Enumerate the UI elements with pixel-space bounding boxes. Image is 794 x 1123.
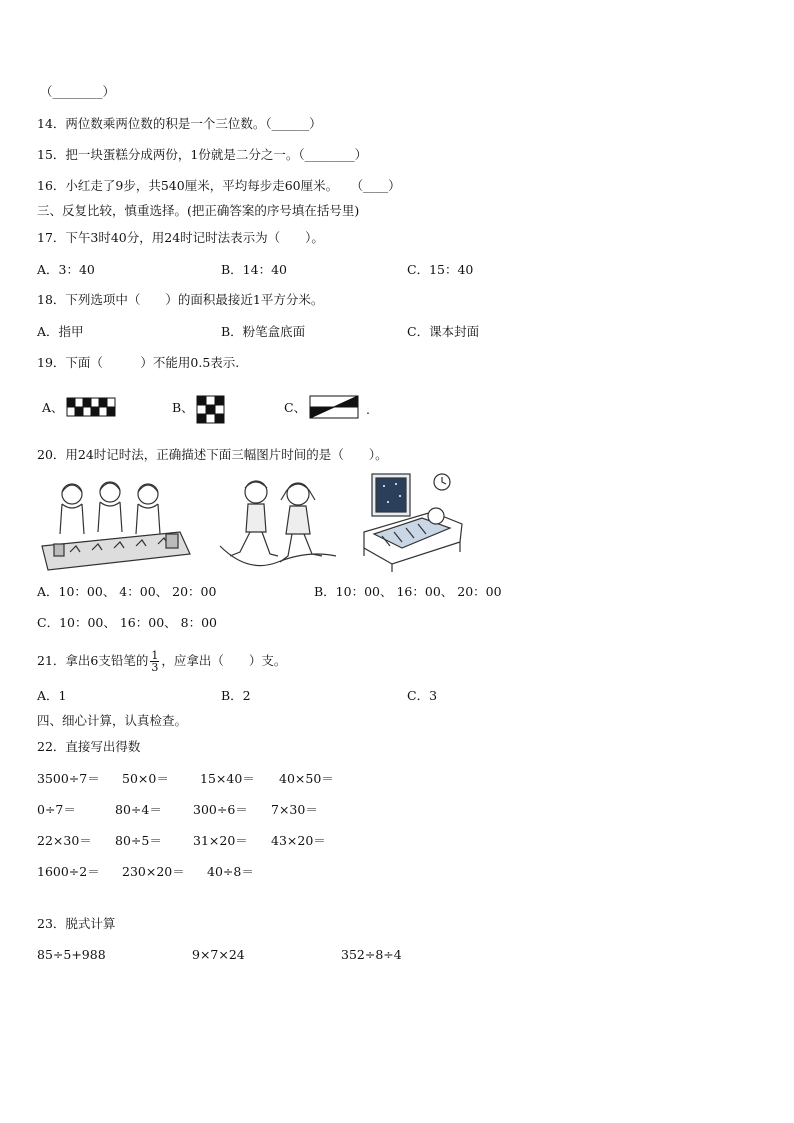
q19-option-a-label: A、 (42, 400, 64, 415)
calc-item: 40÷8＝ (207, 864, 254, 879)
section-4-heading: 四、细心计算，认真检查。 (37, 713, 188, 728)
q19-option-c-label: C、 (284, 400, 307, 415)
question-15: 15．把一块蛋糕分成两份，1份就是二分之一。（________） (37, 147, 368, 162)
q21-fraction-denominator: 3 (151, 661, 159, 674)
question-17: 17．下午3时40分，用24时记时法表示为（ ）。 (37, 230, 324, 245)
calc-item: 15×40＝ (200, 771, 255, 786)
q20-option-a: A．10：00、 4：00、 20：00 (37, 584, 217, 599)
question-16: 16．小红走了9步，共540厘米，平均每步走60厘米。 （____） (37, 178, 401, 193)
q19-option-b-label: B、 (172, 400, 194, 415)
question-14: 14．两位数乘两位数的积是一个三位数。（______） (37, 116, 322, 131)
q17-option-c: C．15：40 (407, 262, 474, 277)
question-19: 19．下面（ ）不能用0.5表示. (37, 355, 240, 370)
q21-fraction (150, 650, 159, 673)
q21-fraction-numerator: 1 (151, 649, 159, 662)
step-calc-item: 85÷5+988 (37, 947, 106, 962)
answer-line-13: （________） (40, 84, 116, 99)
q20-option-c: C．10：00、 16：00、 8：00 (37, 615, 217, 630)
calc-item: 80÷5＝ (115, 833, 162, 848)
calc-item: 1600÷2＝ (37, 864, 100, 879)
q19-figure-a (67, 398, 115, 416)
q17-option-a: A．3：40 (37, 262, 95, 277)
calc-item: 230×20＝ (122, 864, 185, 879)
calc-item: 40×50＝ (279, 771, 334, 786)
step-calc-item: 352÷8÷4 (341, 947, 402, 962)
q21-text-before: 21．拿出6支铅笔的 (37, 653, 149, 668)
calc-item: 22×30＝ (37, 833, 92, 848)
q20-option-b: B．10：00、 16：00、 20：00 (314, 584, 502, 599)
q20-picture-morning-craft (40, 474, 195, 574)
q21-text-after: ，应拿出（ ）支。 (161, 653, 287, 668)
q19-figure-c (310, 396, 358, 418)
q20-picture-night-sleep (362, 472, 467, 574)
question-20: 20．用24时记时法，正确描述下面三幅图片时间的是（ ）。 (37, 447, 388, 462)
calc-item: 31×20＝ (193, 833, 248, 848)
q19-figure-b (197, 396, 224, 423)
calc-item: 3500÷7＝ (37, 771, 100, 786)
calc-item: 7×30＝ (271, 802, 318, 817)
step-calc-item: 9×7×24 (192, 947, 245, 962)
section-3-heading: 三、反复比较，慎重选择。(把正确答案的序号填在括号里) (37, 203, 360, 218)
question-22: 22．直接写出得数 (37, 739, 141, 754)
calc-item: 300÷6＝ (193, 802, 248, 817)
q21-option-c: C．3 (407, 688, 438, 703)
q18-option-a: A．指甲 (37, 324, 84, 339)
q20-picture-afternoon-walk (218, 476, 338, 574)
question-21 (37, 650, 286, 673)
calc-item: 50×0＝ (122, 771, 169, 786)
q21-option-b: B．2 (221, 688, 251, 703)
question-23: 23．脱式计算 (37, 916, 116, 931)
q17-option-b: B．14：40 (221, 262, 287, 277)
q18-option-b: B．粉笔盒底面 (221, 324, 306, 339)
calc-item: 80÷4＝ (115, 802, 162, 817)
q21-option-a: A．1 (37, 688, 67, 703)
calc-item: 0÷7＝ (37, 802, 76, 817)
question-18: 18．下列选项中（ ）的面积最接近1平方分米。 (37, 292, 324, 307)
calc-item: 43×20＝ (271, 833, 326, 848)
q18-option-c: C．课本封面 (407, 324, 480, 339)
q19-end-period: . (366, 402, 370, 417)
